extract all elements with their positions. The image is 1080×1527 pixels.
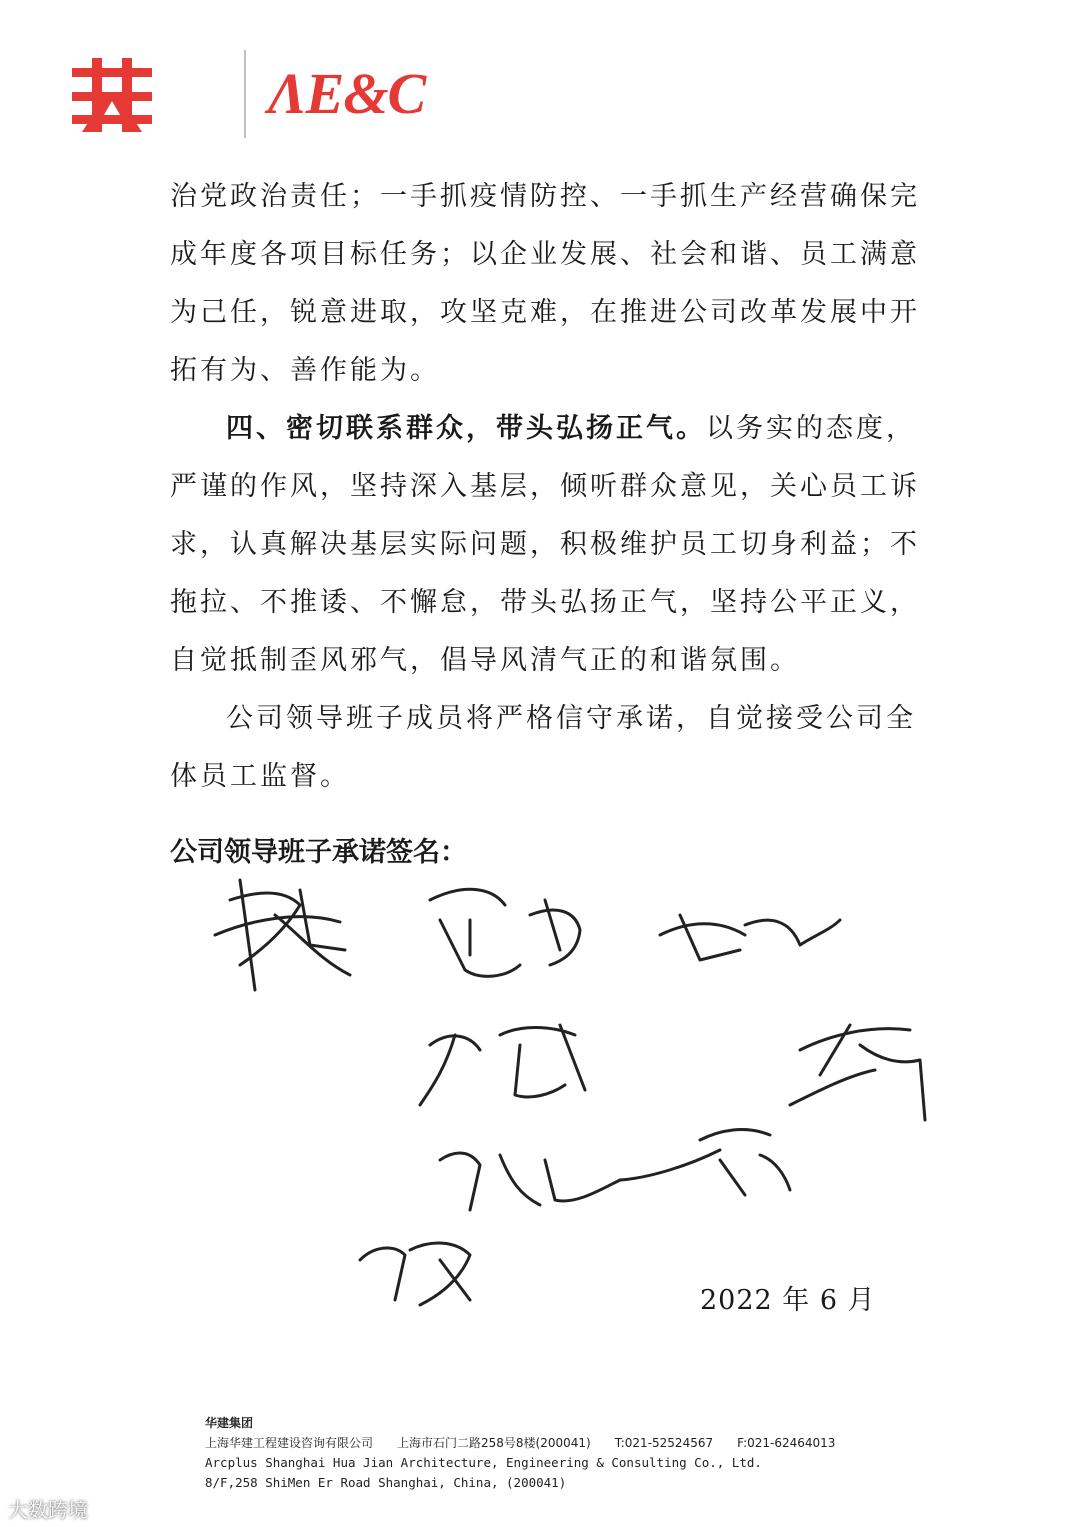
paragraph-2-text: 以务实的态度，严谨的作风，坚持深入基层，倾听群众意见，关心员工诉求，认真解决基层实际问题，积极维护员工切身利益；不拖拉、不推诿、不懈怠，带头弘扬正气，坚持公平正义，自觉抵制歪风邪气，倡导风清气正的和谐氛围。 xyxy=(170,413,920,676)
footer-address-en: 8/F,258 ShiMen Er Road Shanghai, China, (200041) xyxy=(205,1475,567,1490)
paragraph-2 xyxy=(170,400,930,690)
handwritten-signatures xyxy=(0,860,1080,1320)
signature-3 xyxy=(660,915,840,960)
letterhead xyxy=(72,50,472,140)
signature-2 xyxy=(430,889,580,976)
signature-1 xyxy=(215,880,350,990)
footer-fax: F:021-62464013 xyxy=(737,1436,836,1450)
paragraph-2-heading: 四、密切联系群众，带头弘扬正气。 xyxy=(226,413,706,444)
footer-contact-row xyxy=(205,1433,965,1453)
footer-company-en: Arcplus Shanghai Hua Jian Architecture, Engineering & Consulting Co., Ltd. xyxy=(205,1455,762,1470)
footer-group-name: 华建集团 xyxy=(205,1416,254,1430)
signature-7 xyxy=(700,1130,790,1195)
paragraph-1: 治党政治责任；一手抓疫情防控、一手抓生产经营确保完成年度各项目标任务；以企业发展、社会和谐、员工满意为己任，锐意进取，攻坚克难，在推进公司改革发展中开拓有为、善作能为。 xyxy=(170,181,920,386)
document-date: 2022 年 6 月 xyxy=(700,1285,876,1316)
footer-address-cn: 上海市石门二路258号8楼(200041) xyxy=(397,1436,591,1450)
letter-body xyxy=(170,168,930,806)
footer-company-cn: 上海华建工程建设咨询有限公司 xyxy=(205,1436,374,1450)
signature-8 xyxy=(360,1243,470,1305)
letterhead-footer xyxy=(205,1413,965,1493)
signature-5 xyxy=(790,1025,925,1120)
footer-tel: T:021-52524567 xyxy=(614,1436,714,1450)
signature-6 xyxy=(440,1150,720,1210)
signature-4 xyxy=(420,1025,585,1105)
company-logo-mark xyxy=(72,58,152,132)
logo-divider xyxy=(244,50,246,138)
paragraph-3: 公司领导班子成员将严格信守承诺，自觉接受公司全体员工监督。 xyxy=(170,703,916,792)
signature-label: 公司领导班子承诺签名： xyxy=(170,837,467,868)
company-wordmark: ΛE&C xyxy=(268,61,426,126)
watermark: 大数跨境 xyxy=(8,1498,88,1522)
